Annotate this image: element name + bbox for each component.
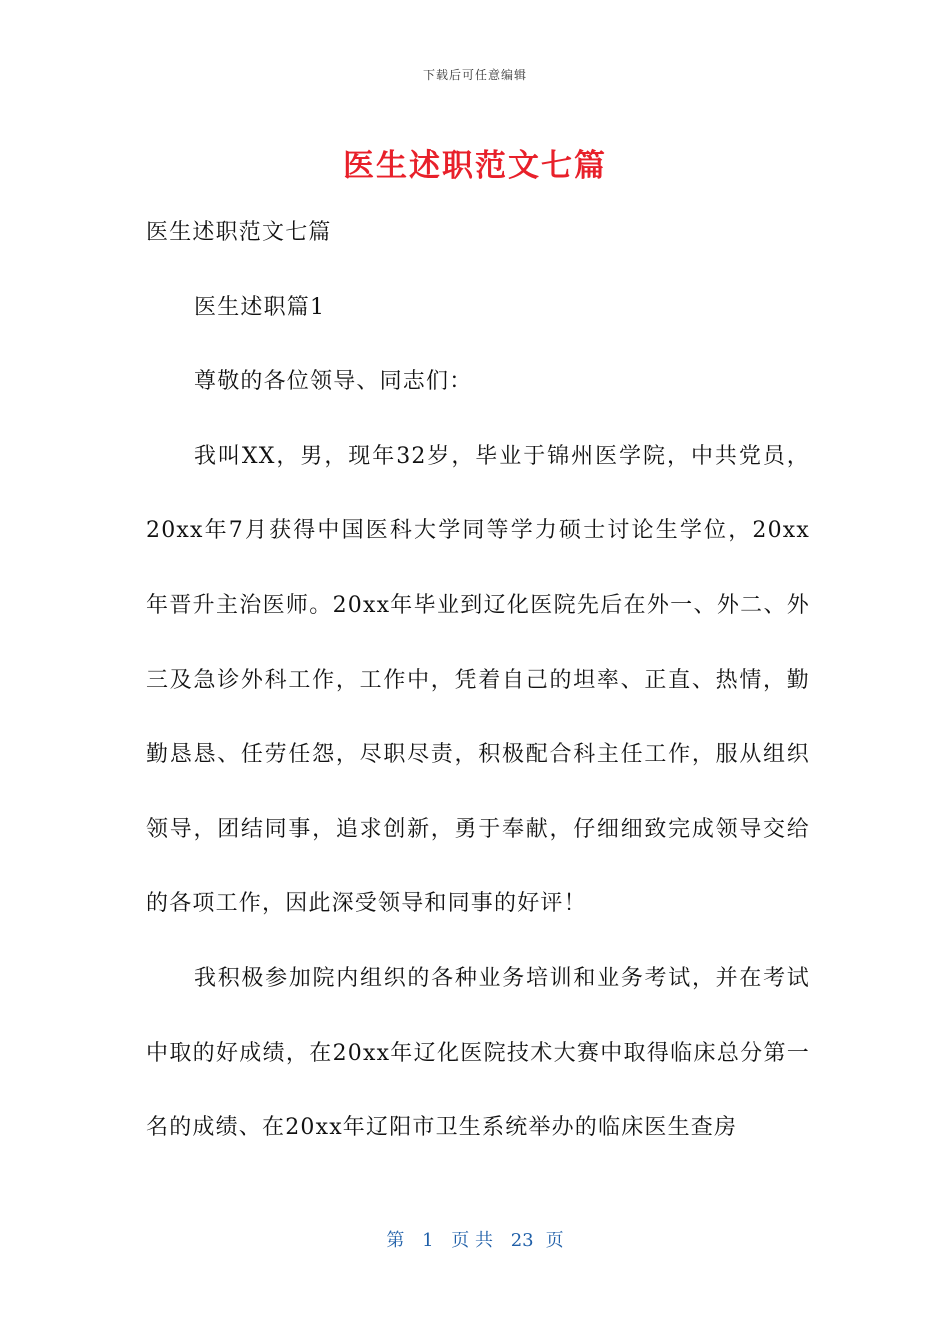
document-title: 医生述职范文七篇 [343,148,607,184]
footer-total-pages: 23 [510,1230,534,1251]
subtitle-paragraph: 医生述职范文七篇 [146,220,332,245]
section-heading: 医生述职篇1 [194,294,326,320]
page-footer [0,1226,950,1252]
document-body [146,196,810,1166]
footer-suffix: 页 [545,1230,564,1251]
header-note: 下载后可任意编辑 [422,68,527,82]
footer-middle: 页 共 [451,1230,493,1251]
body-paragraph: 我积极参加院内组织的各种业务培训和业务考试，并在考试中取的好成绩，在20xx年辽化医院技术大赛中取得临床总分第一名的成绩、在20xx年辽阳市卫生系统举办的临床医生查房 [146,965,810,1141]
footer-prefix: 第 [386,1230,405,1251]
salutation-paragraph: 尊敬的各位领导、同志们： [194,369,473,395]
body-paragraph: 我叫XX，男，现年32岁，毕业于锦州医学院，中共党员，20xx年7月获得中国医科大学同等学力硕士讨论生学位，20xx年晋升主治医师。20xx年毕业到辽化医院先后在外一、外二、外三及急诊外科工作，工作中，凭着自己的坦率、正直、热情，勤勤恳恳、任劳任怨，尽职尽责，积极配合科主任工作，服从组织领导，团结同事，追求创新，勇于奉献，仔细细致完成领导交给的各项工作，因此深受领导和同事的好评！ [146,443,810,917]
footer-page-number: 1 [422,1230,434,1251]
